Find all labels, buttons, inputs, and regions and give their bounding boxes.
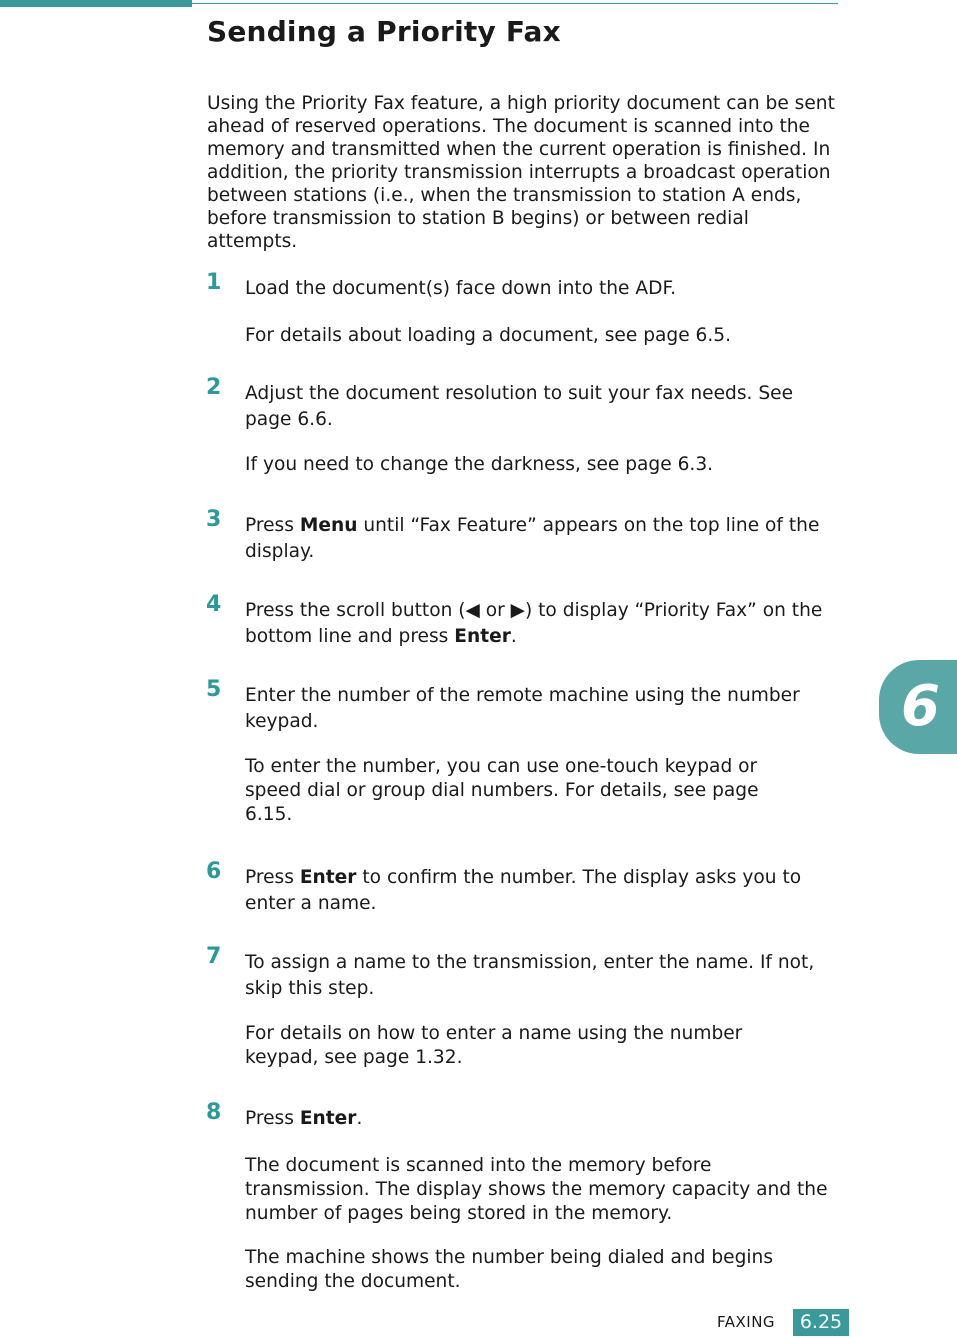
step-instruction: Enter the number of the remote machine using the number keypad. bbox=[245, 685, 800, 732]
step-number: 7 bbox=[206, 944, 222, 969]
step-note: If you need to change the darkness, see page 6.3. bbox=[245, 454, 714, 475]
step-note: To enter the number, you can use one-touch keypad or speed dial or group dial numbers. For details, see page 6.15. bbox=[245, 756, 759, 825]
step-instruction: Load the document(s) face down into the ADF. bbox=[245, 278, 677, 299]
chapter-tab bbox=[879, 660, 957, 754]
step-note: For details about loading a document, see page 6.5. bbox=[245, 325, 732, 346]
step-number: 5 bbox=[206, 677, 222, 702]
chapter-number: 6 bbox=[901, 674, 940, 739]
intro-paragraph: Using the Priority Fax feature, a high priority document can be sent ahead of reserved operations. The document is scanned into the memory and transmitted when the current operation is finished. In addition, the priority transmission interrupts a broadcast operation between stations (i.e., when the transmission to station A ends, before transmission to station B begins) or between redial attempts. bbox=[207, 93, 835, 252]
step-instruction: Press Enter to confirm the number. The display asks you to enter a name. bbox=[245, 867, 802, 914]
step-number: 6 bbox=[206, 859, 222, 884]
step-note: For details on how to enter a name using the number keypad, see page 1.32. bbox=[245, 1023, 743, 1068]
page-title: Sending a Priority Fax bbox=[207, 15, 561, 48]
step-number: 4 bbox=[206, 592, 222, 617]
enter-key-label: Enter bbox=[454, 626, 511, 647]
enter-key-label: Enter bbox=[299, 867, 357, 888]
step-number: 3 bbox=[206, 507, 222, 532]
step-number: 1 bbox=[206, 270, 222, 295]
step-note: The document is scanned into the memory before transmission. The display shows the memory capacity and the number of pages being stored in the memory. bbox=[245, 1155, 828, 1224]
step-instruction: Press the scroll button (◀ or ▶) to display “Priority Fax” on the bottom line and press Enter. bbox=[245, 600, 823, 647]
step-instruction: Press Enter. bbox=[245, 1108, 363, 1129]
step-note: The machine shows the number being dialed and begins sending the document. bbox=[245, 1247, 774, 1292]
footer-section-label: FAXING bbox=[717, 1313, 776, 1331]
step-instruction: To assign a name to the transmission, enter the name. If not, skip this step. bbox=[245, 952, 815, 999]
step-instruction: Press Menu until “Fax Feature” appears on the top line of the display. bbox=[245, 515, 820, 562]
step-instruction: Adjust the document resolution to suit your fax needs. See page 6.6. bbox=[245, 383, 794, 430]
enter-key-label: Enter bbox=[299, 1108, 357, 1129]
header-accent-bar bbox=[0, 0, 192, 7]
header-rule bbox=[192, 3, 838, 4]
menu-key-label: Menu bbox=[299, 515, 358, 536]
step-number: 2 bbox=[206, 375, 222, 400]
footer-page-number: 6.25 bbox=[793, 1309, 849, 1336]
step-number: 8 bbox=[206, 1100, 222, 1125]
